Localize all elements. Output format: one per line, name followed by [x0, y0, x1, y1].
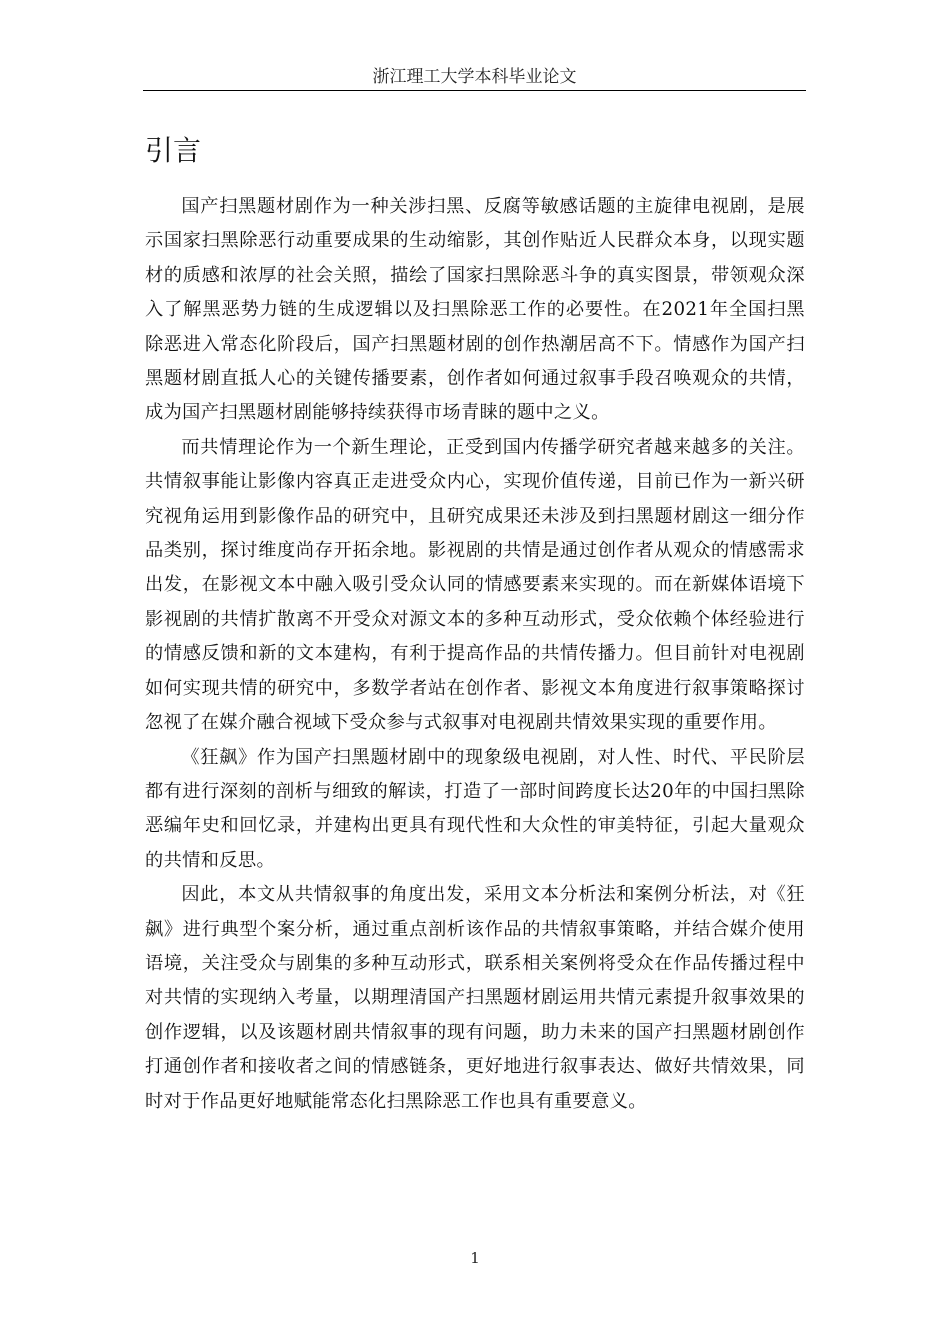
paragraph-2: 而共情理论作为一个新生理论，正受到国内传播学研究者越来越多的关注。共情叙事能让影像内容真正走进受众内心，实现价值传递，目前已作为一新兴研究视角运用到影像作品的研究中，且研究成果还未涉及到扫黑题材剧这一细分作品类别，探讨维度尚存开拓余地。影视剧的共情是通过创作者从观众的情感需求出发，在影视文本中融入吸引受众认同的情感要素来实现的。而在新媒体语境下影视剧的共情扩散离不开受众对源文本的多种互动形式，受众依赖个体经验进行的情感反馈和新的文本建构，有利于提高作品的共情传播力。但目前针对电视剧如何实现共情的研究中，多数学者站在创作者、影视文本角度进行叙事策略探讨忽视了在媒介融合视域下受众参与式叙事对电视剧共情效果实现的重要作用。 [145, 436, 805, 734]
paragraph-3: 《狂飙》作为国产扫黑题材剧中的现象级电视剧，对人性、时代、平民阶层都有进行深刻的剖析与细致的解读，打造了一部时间跨度长达20年的中国扫黑除恶编年史和回忆录，并建构出更具有现代性和大众性的审美特征，引起大量观众的共情和反思。 [145, 746, 805, 871]
page-header: 浙江理工大学本科毕业论文 [143, 64, 806, 91]
body-text [145, 190, 805, 1119]
paragraph-1: 国产扫黑题材剧作为一种关涉扫黑、反腐等敏感话题的主旋律电视剧，是展示国家扫黑除恶行动重要成果的生动缩影，其创作贴近人民群众本身，以现实题材的质感和浓厚的社会关照，描绘了国家扫黑除恶斗争的真实图景，带领观众深入了解黑恶势力链的生成逻辑以及扫黑除恶工作的必要性。在2021年全国扫黑除恶进入常态化阶段后，国产扫黑题材剧的创作热潮居高不下。情感作为国产扫黑题材剧直抵人心的关键传播要素，创作者如何通过叙事手段召唤观众的共情，成为国产扫黑题材剧能够持续获得市场青睐的题中之义。 [145, 196, 805, 424]
paragraph-4: 因此，本文从共情叙事的角度出发，采用文本分析法和案例分析法，对《狂飙》进行典型个案分析，通过重点剖析该作品的共情叙事策略，并结合媒介使用语境，关注受众与剧集的多种互动形式，联系相关案例将受众在作品传播过程中对共情的实现纳入考量，以期理清国产扫黑题材剧运用共情元素提升叙事效果的创作逻辑，以及该题材剧共情叙事的现有问题，助力未来的国产扫黑题材剧创作打通创作者和接收者之间的情感链条，更好地进行叙事表达、做好共情效果，同时对于作品更好地赋能常态化扫黑除恶工作也具有重要意义。 [145, 884, 805, 1112]
section-title: 引言 [145, 134, 202, 167]
page-number: 1 [470, 1249, 480, 1267]
